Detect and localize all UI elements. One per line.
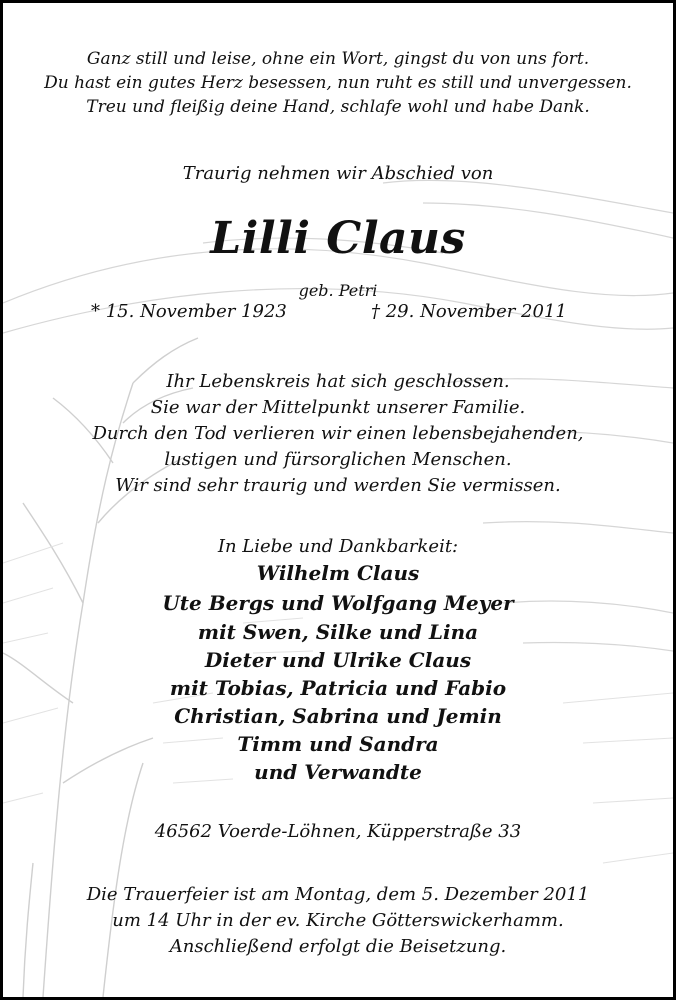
poem-line: Du hast ein gutes Herz besessen, nun ruht es still und unvergessen. (44, 73, 632, 93)
family-member: mit Swen, Silke und Lina (197, 620, 479, 644)
tribute-line: Wir sind sehr traurig und werden Sie vermissen. (115, 475, 561, 496)
notice-content (3, 3, 673, 997)
funeral-info-line: um 14 Uhr in der ev. Kirche Götterswickerhamm. (112, 910, 564, 931)
maiden-name: geb. Petri (298, 281, 378, 300)
funeral-info-line: Anschließend erfolgt die Beisetzung. (169, 936, 507, 957)
family-member: Christian, Sabrina und Jemin (174, 704, 502, 728)
poem-line: Treu und fleißig deine Hand, schlafe wohl und habe Dank. (86, 97, 590, 117)
address: 46562 Voerde-Löhnen, Küpperstraße 33 (154, 821, 522, 842)
gratitude-line: In Liebe und Dankbarkeit: (217, 536, 459, 557)
intro-text: Traurig nehmen wir Abschied von (182, 163, 494, 184)
family-member: mit Tobias, Patricia und Fabio (169, 676, 507, 700)
family-member: Dieter und Ulrike Claus (204, 648, 472, 672)
tribute-line: Durch den Tod verlieren wir einen lebensbejahenden, (92, 423, 584, 444)
family-member: Ute Bergs und Wolfgang Meyer (162, 591, 514, 615)
family-member: Wilhelm Claus (256, 561, 420, 585)
tribute-line: Ihr Lebenskreis hat sich geschlossen. (166, 371, 510, 392)
family-member: Timm und Sandra (237, 732, 439, 756)
family-member: und Verwandte (254, 760, 422, 784)
poem-line: Ganz still und leise, ohne ein Wort, gingst du von uns fort. (86, 49, 590, 69)
deceased-name: Lilli Claus (210, 213, 466, 264)
tribute-line: lustigen und fürsorglichen Menschen. (164, 449, 512, 470)
tribute-line: Sie war der Mittelpunkt unserer Familie. (150, 397, 526, 418)
funeral-info-line: Die Trauerfeier ist am Montag, dem 5. Dezember 2011 (86, 884, 590, 905)
death-date: † 29. November 2011 (371, 301, 567, 322)
birth-date: * 15. November 1923 (91, 301, 287, 322)
